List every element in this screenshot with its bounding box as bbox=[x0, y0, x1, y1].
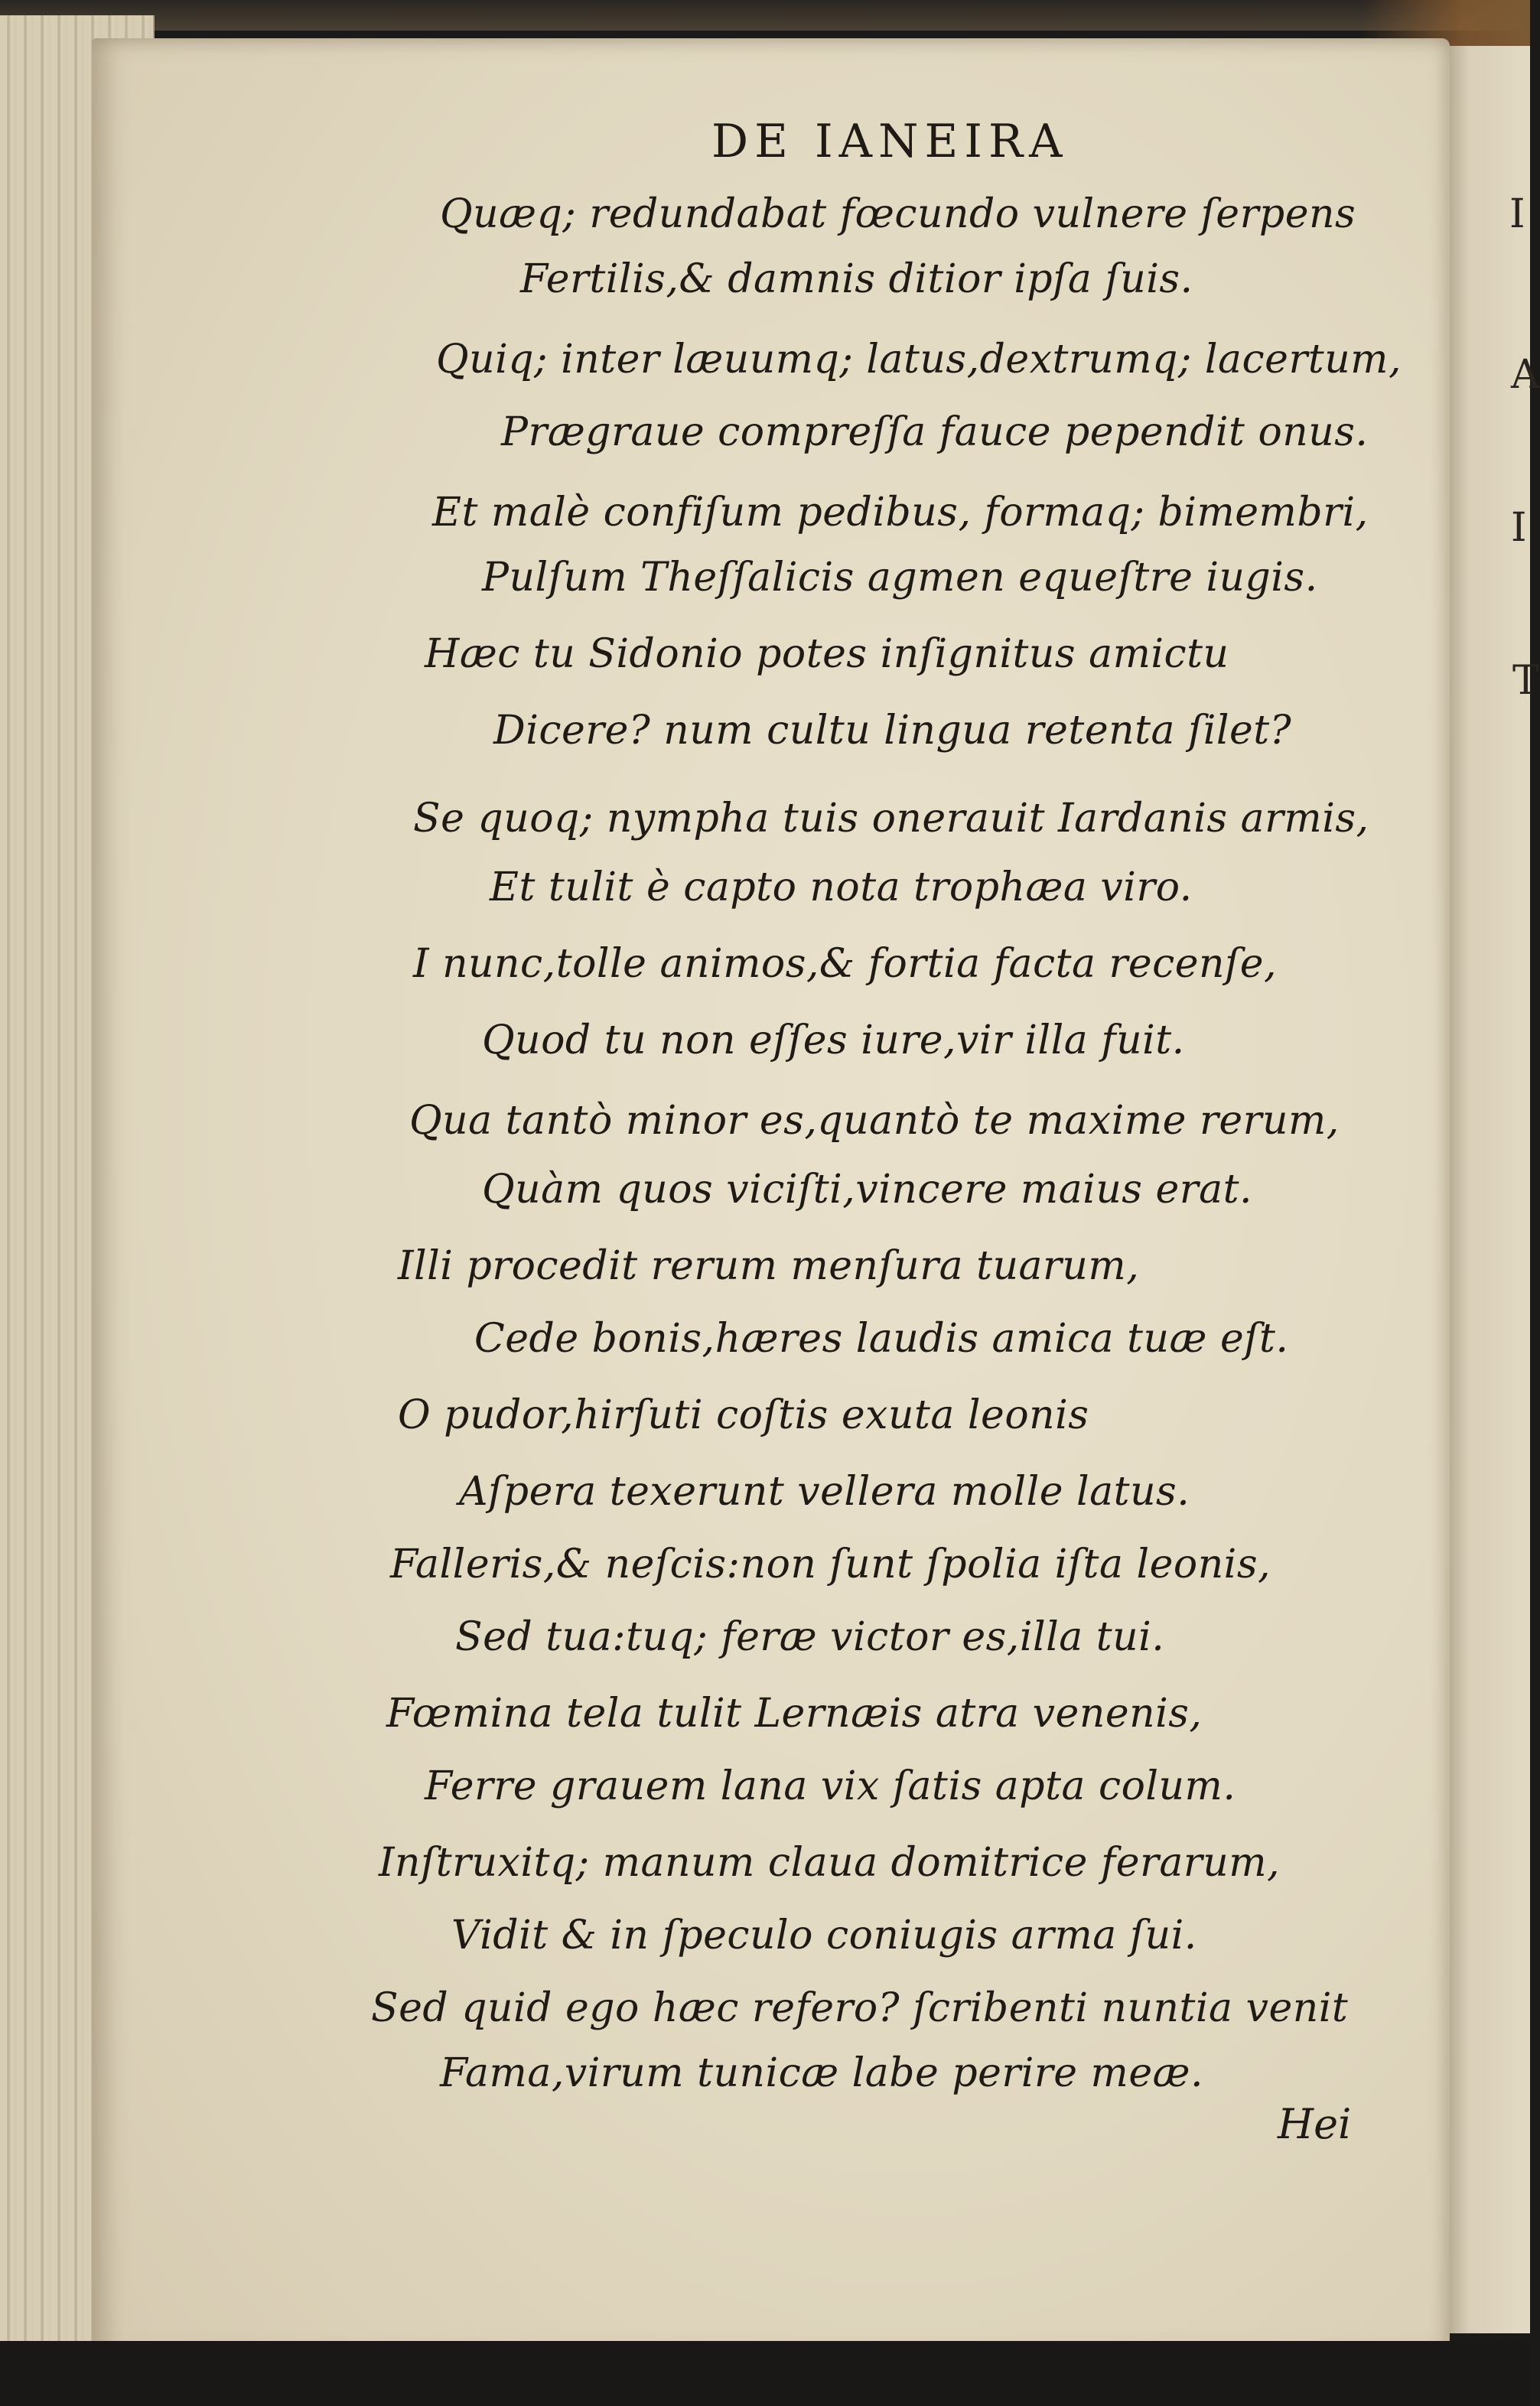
verse-line: Quiq; inter læuumq; latus,dextrumq; lacertum, bbox=[436, 337, 1402, 383]
verse-line: Pulſum Theſſalicis agmen equeſtre iugis. bbox=[482, 555, 1318, 601]
verse-line: Cede bonis,hæres laudis amica tuæ eſt. bbox=[474, 1316, 1289, 1362]
verse-line: Prægraue compreſſa fauce pependit onus. bbox=[501, 409, 1369, 455]
verse-line: Fœmina tela tulit Lernæis atra venenis, bbox=[386, 1691, 1203, 1737]
verse-line: Quæq; redundabat fœcundo vulnere ſerpens bbox=[440, 191, 1356, 237]
verse-line: O pudor,hirſuti coſtis exuta leonis bbox=[398, 1392, 1089, 1438]
catchword: Hei bbox=[1278, 2100, 1352, 2148]
verse-line: Et malè confiſum pedibus, formaq; bimembri, bbox=[432, 490, 1369, 536]
verse-line: Sed tua:tuq; feræ victor es,illa tui. bbox=[455, 1614, 1165, 1660]
verse-line: Fama,virum tunicæ labe perire meæ. bbox=[440, 2050, 1204, 2096]
facing-page-letter-fragment: I bbox=[1509, 191, 1525, 237]
verse-line: I nunc,tolle animos,& fortia facta recenſe, bbox=[413, 941, 1278, 987]
verse-line: Et tulit è capto nota trophæa viro. bbox=[490, 864, 1193, 910]
verse-line: Quàm quos viciſti,vincere maius erat. bbox=[482, 1167, 1253, 1213]
verse-line: Dicere? num cultu lingua retenta ſilet? bbox=[493, 708, 1292, 754]
verse-line: Ferre grauem lana vix ſatis apta colum. bbox=[425, 1763, 1236, 1809]
verse-line: Fertilis,& damnis ditior ipſa ſuis. bbox=[520, 256, 1193, 302]
running-head: DE IANEIRA bbox=[711, 115, 1069, 168]
verse-line: Quod tu non eſſes iure,vir illa fuit. bbox=[482, 1017, 1185, 1063]
verse-line: Hæc tu Sidonio potes inſignitus amictu bbox=[425, 631, 1229, 677]
facing-page-letter-fragment: T bbox=[1512, 658, 1539, 704]
verse-line: Qua tantò minor es,quantò te maxime rerum, bbox=[409, 1098, 1340, 1144]
verse-line: Se quoq; nympha tuis onerauit Iardanis armis, bbox=[413, 796, 1369, 842]
verse-line: Falleris,& neſcis:non ſunt ſpolia iſta leonis, bbox=[390, 1542, 1271, 1587]
verse-line: Aſpera texerunt vellera molle latus. bbox=[459, 1469, 1190, 1515]
verse-line: Illi procedit rerum menſura tuarum, bbox=[398, 1243, 1140, 1289]
verse-line: Sed quid ego hæc refero? ſcribenti nuntia venit bbox=[371, 1985, 1349, 2031]
verse-line: Inſtruxitq; manum claua domitrice ferarum, bbox=[379, 1840, 1281, 1886]
facing-page-letter-fragment: A bbox=[1511, 352, 1540, 398]
verse-line: Vidit & in ſpeculo coniugis arma ſui. bbox=[451, 1913, 1197, 1958]
facing-page-letter-fragment: I bbox=[1511, 505, 1527, 551]
